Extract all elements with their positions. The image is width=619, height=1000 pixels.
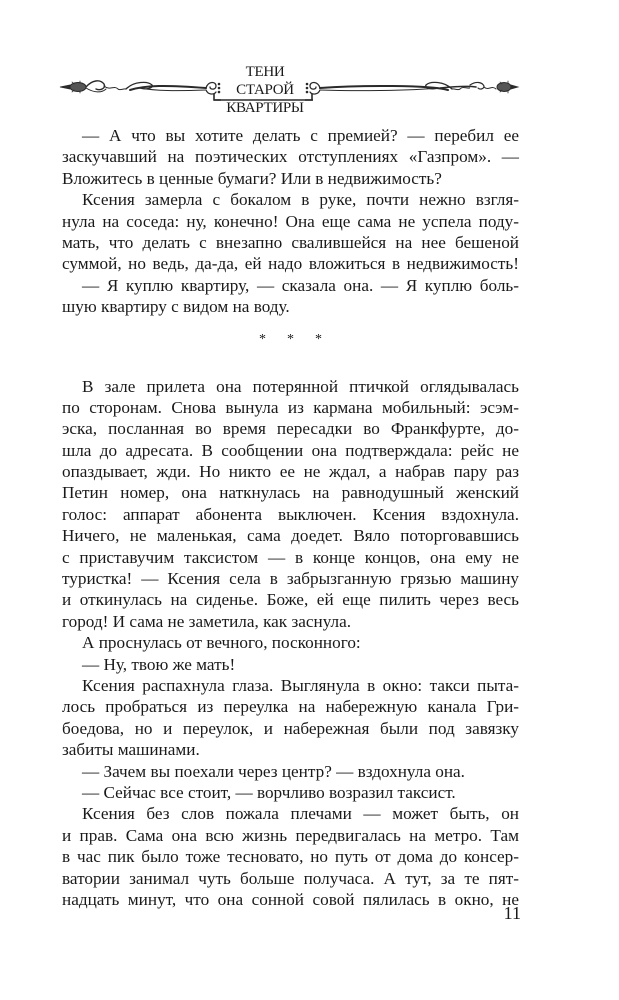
text-line: надцать минут, что она сонной совой пялилась в окно, не [62,889,519,909]
text-line: суммой, но ведь, да-да, ей надо вложиться в недвижимость! [62,254,519,274]
text-line: — Зачем вы поехали через центр? — вздохнула она. [82,761,465,781]
body-text [62,125,519,910]
text-line: — Я куплю квартиру, — сказала она. — Я куплю боль- [82,275,519,295]
text-line: эска, посланная во время пересадки во Франкфурте, до- [62,419,519,439]
running-title [219,63,311,117]
text-line: туристка! — Ксения села в забрызганную грязью машину [62,569,519,589]
text-line: нула на соседа: ну, конечно! Она еще сама не успела поду- [62,211,519,231]
text-line: по сторонам. Снова вынула из кармана мобильный: эсэм- [62,397,519,417]
text-line: — А что вы хотите делать с премией? — перебил ее [82,126,519,145]
text-line: лось пробраться из переулка на набережную канала Гри- [62,697,519,717]
running-title-line-2: КВАРТИРЫ [226,100,304,116]
text-line: Ничего, не маленькая, сама доедет. Вяло поторговавшись [62,526,519,546]
text-line: Петин номер, она наткнулась на равнодушный женский [62,483,519,503]
text-line: Ксения распахнула глаза. Выглянула в окно: такси пыта- [82,675,519,695]
left-flourish-ornament-icon [56,55,221,105]
text-line: шую квартиру с видом на воду. [62,297,290,317]
text-line: в час пик было тоже тесновато, но путь от дома до консер- [62,847,519,867]
text-line: шла до адресата. В сообщении она подтверждала: рейс не [62,440,519,460]
text-line: А проснулась от вечного, посконного: [82,633,361,653]
text-line: голос: аппарат абонента выключен. Ксения вздохнула. [62,504,519,524]
text-line: — Сейчас все стоит, — ворчливо возразил таксист. [82,782,456,802]
right-flourish-tip-icon [440,55,520,105]
text-line: и откинулась на сиденье. Боже, ей еще пилить через весь [62,590,519,610]
text-line: и прав. Сама она всю жизнь передвигалась на метро. Там [62,825,519,845]
asterisk: * [315,331,322,347]
running-header [0,55,619,116]
text-line: Вложитесь в ценные бумаги? Или в недвижимость? [62,168,442,188]
text-line: город! И сама не заметила, как заснула. [62,611,352,631]
text-line: ватории занимал чуть больше получаса. А тут, за те пят- [62,868,519,888]
text-line: опаздывает, жди. Но никто ее не ждал, а набрав пару раз [62,462,519,482]
text-line: В зале прилета она потерянной птичкой оглядывалась [82,376,519,396]
text-line: — Ну, твою же мать! [82,654,236,674]
running-title-line-1: ТЕНИ СТАРОЙ [236,64,294,98]
asterisk: * [287,331,294,347]
text-line: заскучавший на поэтических отступлениях «Газпром». — [62,147,519,167]
page-number: 11 [503,903,521,923]
text-line: мать, что делать с внезапно свалившейся на нее бешеной [62,232,519,252]
text-line: с приставучим таксистом — в конце концов, она ему не [62,547,519,567]
section-separator [62,318,519,376]
text-line: Ксения замерла с бокалом в руке, почти нежно взгля- [82,190,519,210]
text-line: забиты машинами. [62,740,200,760]
text-line: боедова, но и переулок, и набережная были под завязку [62,718,519,738]
text-line: Ксения без слов пожала плечами — может быть, он [82,804,519,824]
asterisk: * [259,331,266,347]
